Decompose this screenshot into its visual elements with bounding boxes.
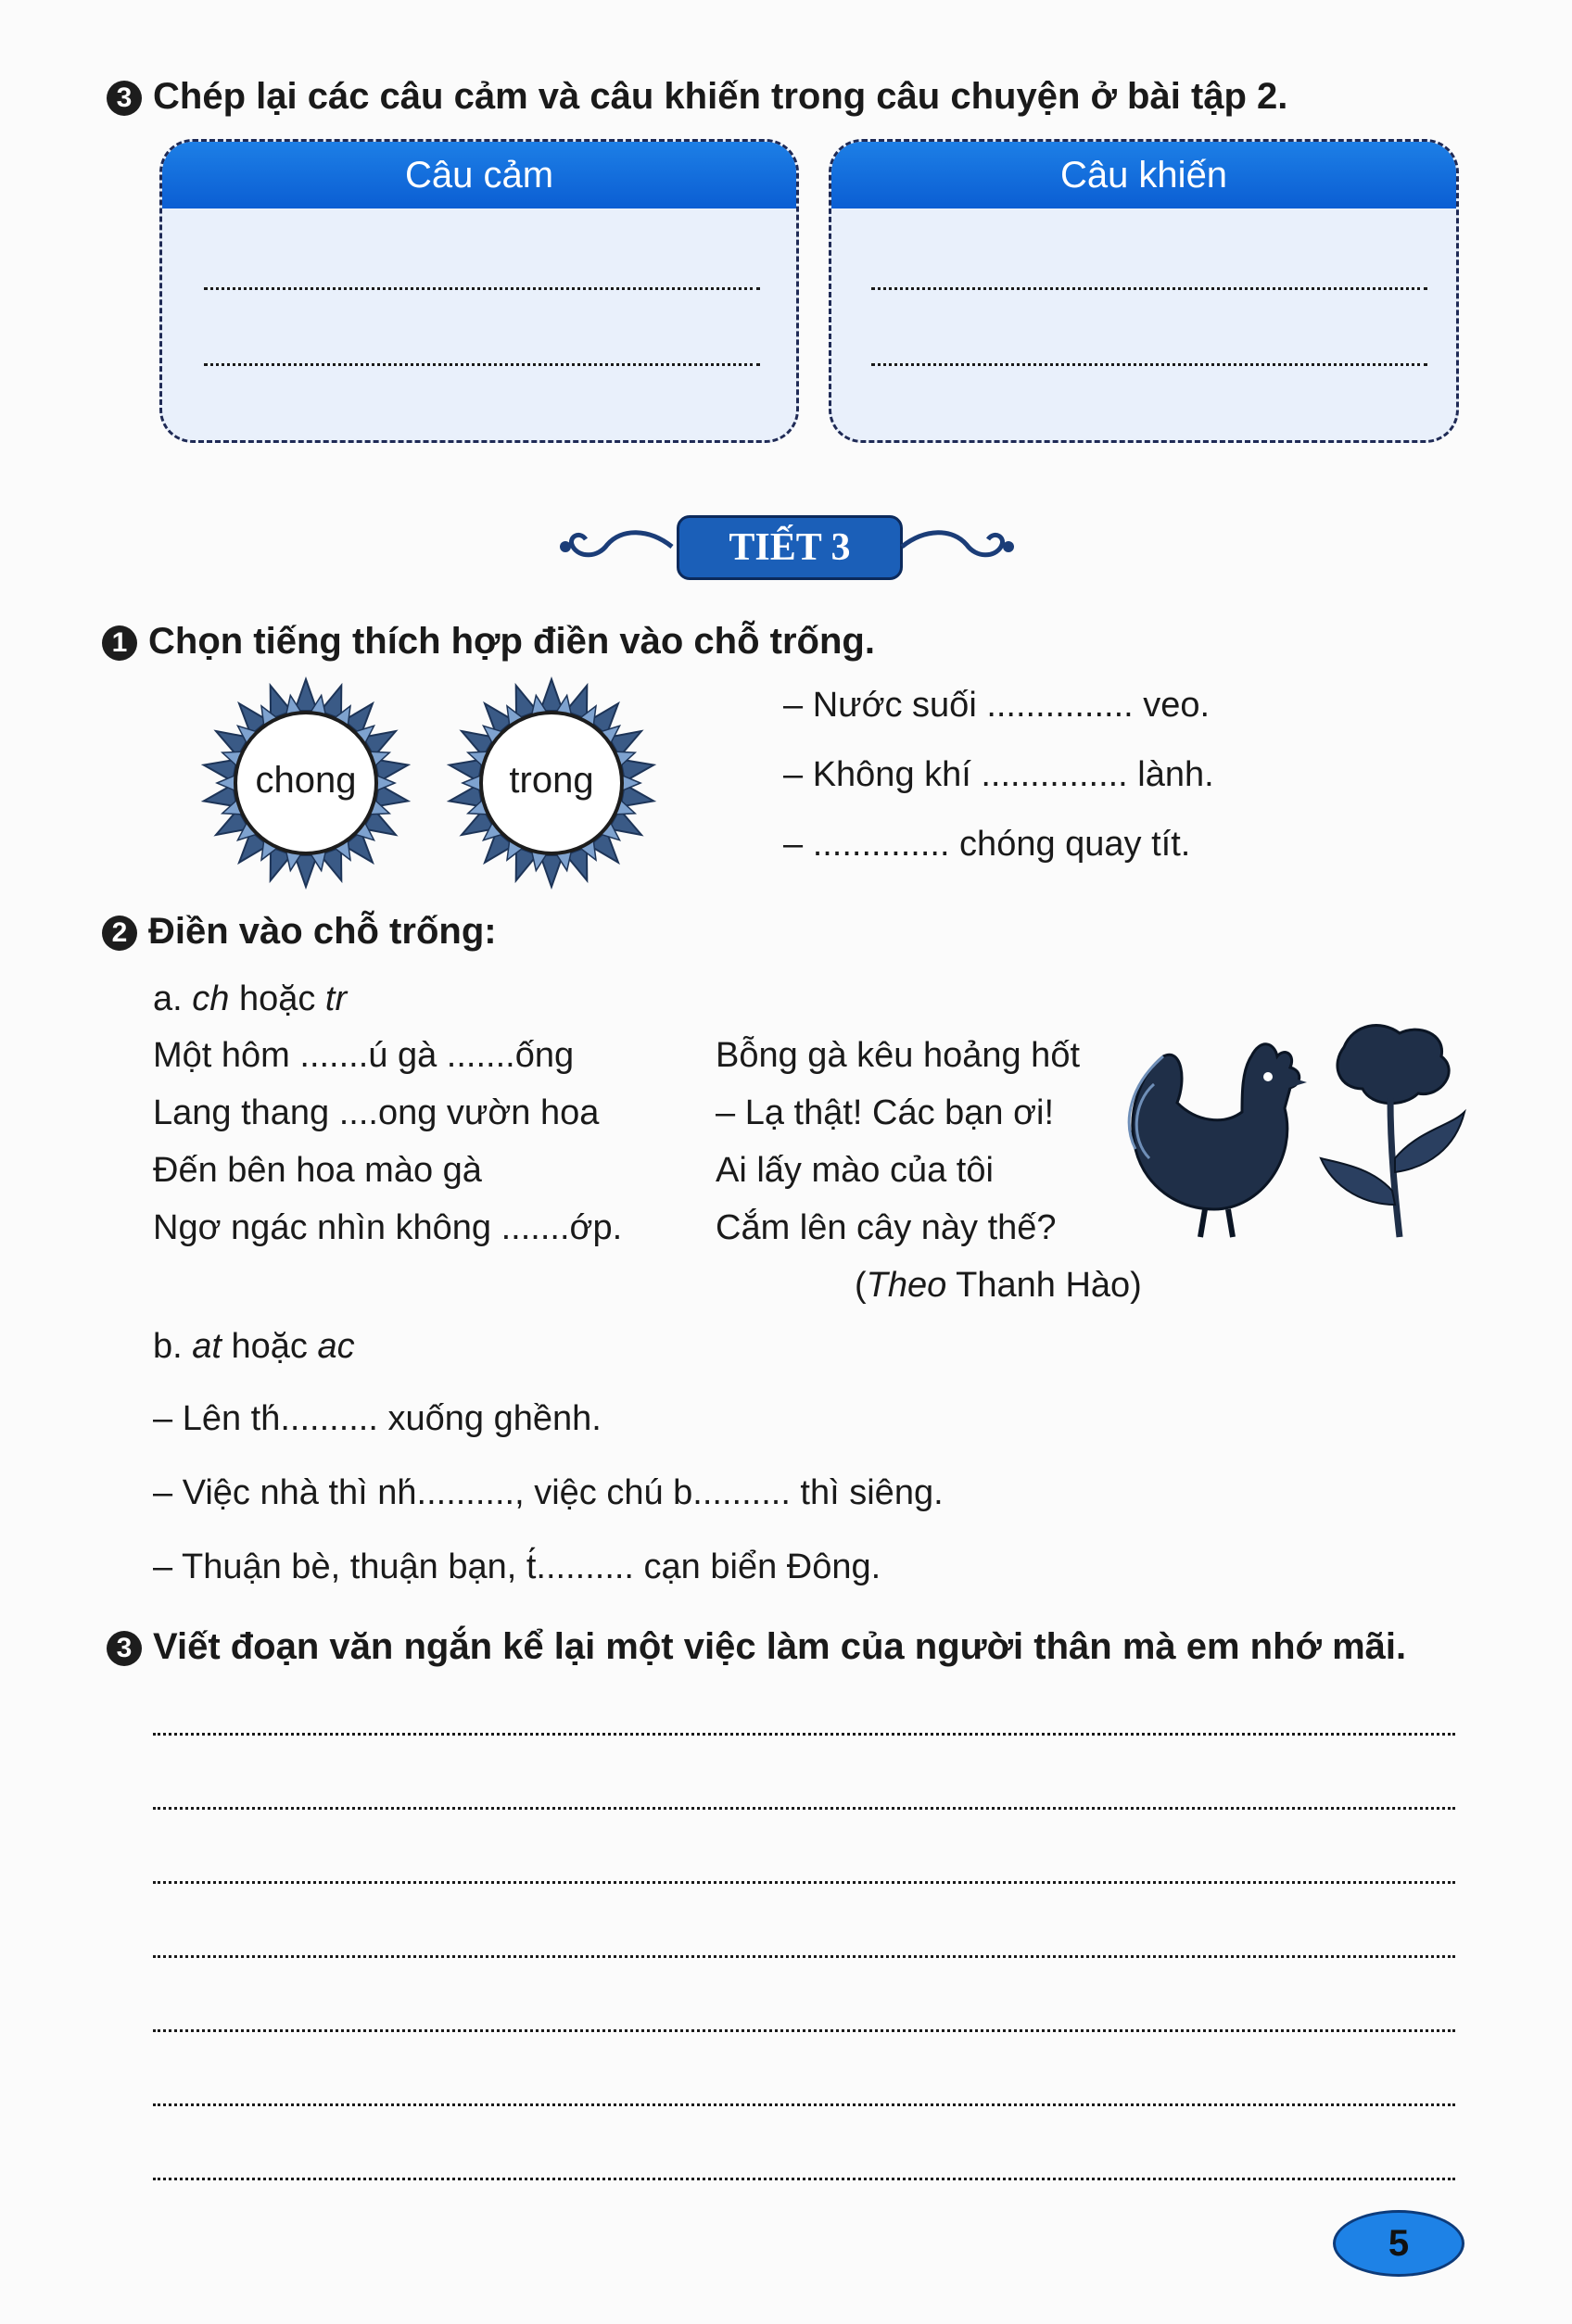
tiet-3-badge: TIẾT 3	[677, 515, 903, 580]
fill-line[interactable]: – Không khí ............... lành.	[783, 755, 1214, 794]
writing-line[interactable]	[153, 1955, 1455, 1958]
cau-khien-box	[829, 139, 1459, 443]
exercise-3-writing-title	[107, 1626, 1406, 1668]
exercise-2-title	[102, 911, 497, 953]
poem-line: Ai lấy mào của tôi	[716, 1151, 994, 1190]
scroll-ornament-icon	[897, 519, 1018, 575]
proverb-line[interactable]: – Việc nhà thì nh́.........., việc chú b.......... thì siêng.	[153, 1473, 944, 1512]
poem-line[interactable]: Ngơ ngác nhìn không .......ớp.	[153, 1208, 623, 1247]
cau-khien-header: Câu khiến	[831, 142, 1456, 208]
word-trong[interactable]: trong	[509, 760, 594, 801]
fill-line[interactable]: – .............. chóng quay tít.	[783, 825, 1191, 864]
exercise-number-badge: 2	[102, 916, 137, 951]
exercise-3-instruction: Chép lại các câu cảm và câu khiến trong câu chuyện ở bài tập 2.	[153, 76, 1288, 117]
writing-line[interactable]	[153, 1733, 1455, 1736]
writing-line[interactable]	[153, 1807, 1455, 1810]
poem-line: Cắm lên cây này thế?	[716, 1208, 1057, 1247]
part-b-label: b. at hoặc ac	[153, 1327, 355, 1366]
poem-line: – Lạ thật! Các bạn ơi!	[716, 1093, 1055, 1132]
poem-line: Đến bên hoa mào gà	[153, 1151, 482, 1190]
cockscomb-flower-icon	[1316, 1019, 1474, 1242]
writing-line[interactable]	[153, 2103, 1455, 2106]
answer-line[interactable]	[871, 287, 1427, 290]
answer-line[interactable]	[204, 287, 760, 290]
fill-line[interactable]: – Nước suối ............... veo.	[783, 686, 1211, 725]
exercise-1-title	[102, 621, 875, 663]
poem-line[interactable]: Một hôm .......ú gà .......ống	[153, 1036, 575, 1075]
scroll-ornament-icon	[556, 519, 677, 575]
exercise-1-instruction: Chọn tiếng thích hợp điền vào chỗ trống.	[148, 621, 875, 662]
part-a-label: a. ch hoặc tr	[153, 979, 348, 1018]
rooster-icon	[1112, 1019, 1316, 1242]
exercise-number-badge: 3	[107, 1631, 142, 1666]
page-number: 5	[1333, 2210, 1464, 2277]
writing-line[interactable]	[153, 1881, 1455, 1884]
poem-source: (Theo Thanh Hào)	[855, 1266, 1142, 1305]
exercise-number-badge: 1	[102, 625, 137, 661]
exercise-number-badge: 3	[107, 81, 142, 116]
word-chong[interactable]: chong	[255, 760, 357, 801]
cau-cam-box	[159, 139, 799, 443]
proverb-line[interactable]: – Lên th́.......... xuống ghềnh.	[153, 1399, 602, 1438]
poem-line: Bỗng gà kêu hoảng hốt	[716, 1036, 1081, 1075]
exercise-2-instruction: Điền vào chỗ trống:	[148, 911, 497, 952]
writing-line[interactable]	[153, 2178, 1455, 2180]
answer-line[interactable]	[871, 363, 1427, 366]
exercise-3-title	[107, 76, 1287, 118]
exercise-3-writing-instruction: Viết đoạn văn ngắn kể lại một việc làm của người thân mà em nhớ mãi.	[153, 1626, 1407, 1667]
proverb-line[interactable]: – Thuận bè, thuận bạn, t́.......... cạn biển Đông.	[153, 1547, 881, 1586]
answer-line[interactable]	[204, 363, 760, 366]
writing-line[interactable]	[153, 2029, 1455, 2032]
cau-cam-header: Câu cảm	[162, 142, 796, 208]
poem-line[interactable]: Lang thang ....ong vườn hoa	[153, 1093, 600, 1132]
